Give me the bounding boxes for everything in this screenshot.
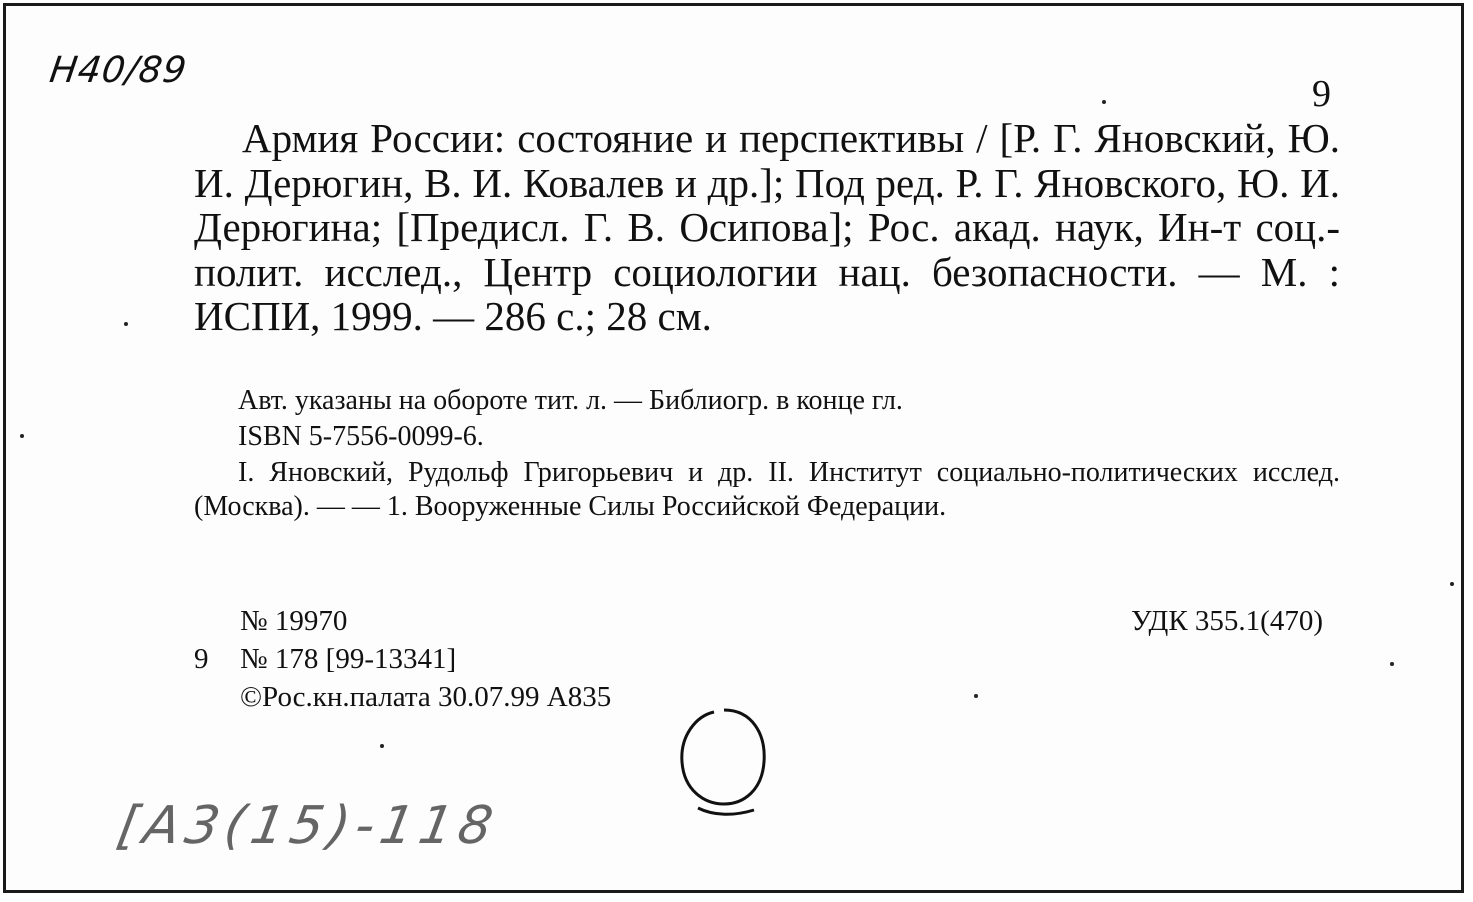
book-chamber-line: ©Рос.кн.палата 30.07.99 А835 — [240, 681, 612, 713]
paper-speck — [1102, 100, 1106, 104]
udk-code: УДК 355.1(470) — [1130, 605, 1323, 637]
order-prefix: 9 — [194, 643, 209, 675]
isbn: ISBN 5-7556-0099-6. — [238, 421, 484, 452]
paper-speck — [974, 694, 978, 698]
paper-speck — [124, 322, 128, 326]
paper-speck — [1390, 662, 1394, 666]
hand-drawn-circle-mark — [674, 706, 774, 826]
order-number: № 178 [99-13341] — [240, 643, 457, 675]
catalog-card — [3, 3, 1464, 893]
subject-tracings: I. Яновский, Рудольф Григорьевич и др. II. Институт социально-политических исслед. (Москва). — — 1. Вооруженные Силы Российской Федерации. — [194, 457, 1340, 522]
paper-speck — [380, 744, 384, 748]
paper-speck — [1450, 582, 1454, 586]
authors-note: Авт. указаны на обороте тит. л. — Библиогр. в конце гл. — [238, 385, 903, 416]
main-bibliographic-entry: Армия России: состояние и перспективы / [Р. Г. Яновский, Ю. И. Дерюгин, В. И. Ковалев и др.]; Под ред. Р. Г. Яновского, Ю. И. Дерюгина; [Предисл. Г. В. Осипова]; Рос. акад. наук, Ин-т соц.-полит. исслед., Центр социологии нац. безопасности. — М. : ИСПИ, 1999. — 286 с.; 28 см. — [194, 115, 1340, 339]
card-number: 9 — [1312, 73, 1331, 115]
handwritten-note-bottom: [А3(15)-118 — [112, 796, 503, 856]
registration-number: № 19970 — [240, 605, 348, 637]
shelfmark-handwritten: Н40/89 — [47, 50, 190, 91]
paper-speck — [20, 434, 24, 438]
